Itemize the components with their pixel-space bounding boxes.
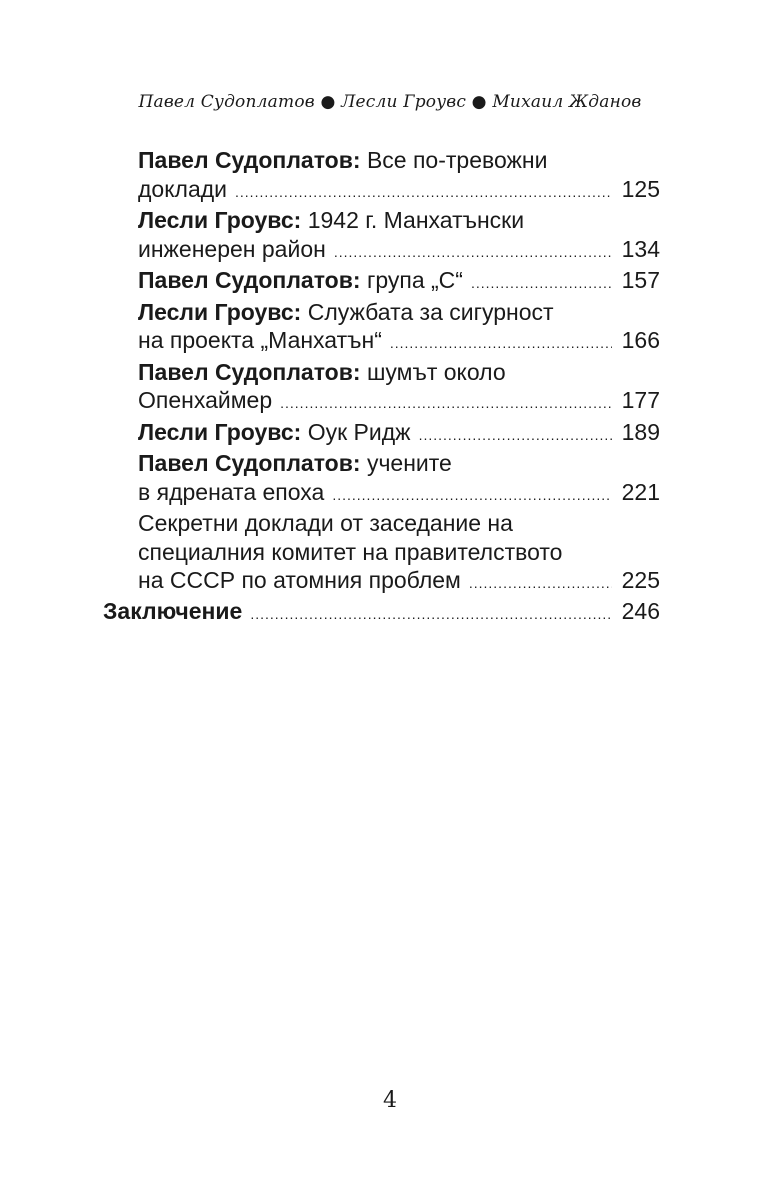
table-of-contents [138, 146, 660, 598]
toc-page-number: 189 [621, 418, 660, 445]
toc-page-number: 166 [621, 327, 660, 353]
toc-title-cont: на проекта „Манхатън“ [138, 327, 382, 353]
toc-page-number: 221 [621, 478, 660, 505]
toc-entry-conclusion[interactable] [103, 597, 660, 629]
toc-page-number: 125 [621, 175, 660, 202]
dot-leader [390, 326, 612, 358]
toc-author: Лесли Гроувс: [138, 298, 302, 325]
toc-title: 1942 г. Манхатънски [307, 207, 525, 233]
toc-entry[interactable] [138, 146, 660, 206]
toc-page-number: 246 [621, 598, 660, 624]
toc-conclusion-title: Заключение [103, 598, 243, 624]
toc-author: Лесли Гроувс: [138, 418, 302, 445]
toc-entry[interactable] [138, 206, 660, 266]
toc-title: Службата за сигурност [307, 298, 554, 325]
toc-title-cont: на СССР по атомния проблем [138, 567, 461, 593]
toc-page-number: 157 [621, 267, 660, 293]
toc-title-cont: Опенхаймер [138, 387, 273, 413]
toc-title: учените [366, 450, 452, 476]
running-head: Павел Судоплатов ● Лесли Гроувс ● Михаил Жданов [138, 92, 642, 112]
toc-author: Павел Судоплатов: [138, 450, 361, 476]
toc-page-number: 177 [621, 387, 660, 413]
toc-author: Лесли Гроувс: [138, 207, 302, 233]
toc-title-cont: инженерен район [138, 235, 326, 262]
toc-entry[interactable] [138, 418, 660, 450]
toc-author: Павел Судоплатов: [138, 358, 361, 385]
toc-author: Павел Судоплатов: [138, 267, 361, 293]
toc-title: Оук Ридж [307, 418, 411, 445]
toc-title-cont: в ядрената епоха [138, 478, 325, 505]
dot-leader [471, 266, 612, 298]
dot-leader [250, 597, 611, 629]
toc-title: група „С“ [366, 267, 463, 293]
toc-title-cont: доклади [138, 175, 228, 202]
toc-title: Все по-тревожни [366, 147, 548, 173]
toc-title: Секретни доклади от заседание на [138, 510, 513, 536]
toc-title: шумът около [366, 358, 506, 385]
dot-leader [332, 478, 611, 510]
page-number: 4 [383, 1088, 397, 1113]
toc-author: Павел Судоплатов: [138, 147, 361, 173]
dot-leader [469, 566, 612, 598]
dot-leader [419, 418, 612, 450]
toc-page-number: 225 [621, 567, 660, 593]
toc-title-cont: специалния комитет на правителството [138, 538, 563, 565]
toc-page-number: 134 [621, 235, 660, 262]
dot-leader [334, 235, 612, 267]
toc-entry[interactable] [138, 266, 660, 298]
dot-leader [280, 386, 612, 418]
dot-leader [235, 175, 612, 207]
toc-entry[interactable] [138, 509, 660, 598]
toc-entry[interactable] [138, 298, 660, 358]
toc-entry[interactable] [138, 358, 660, 418]
toc-entry[interactable] [138, 449, 660, 509]
